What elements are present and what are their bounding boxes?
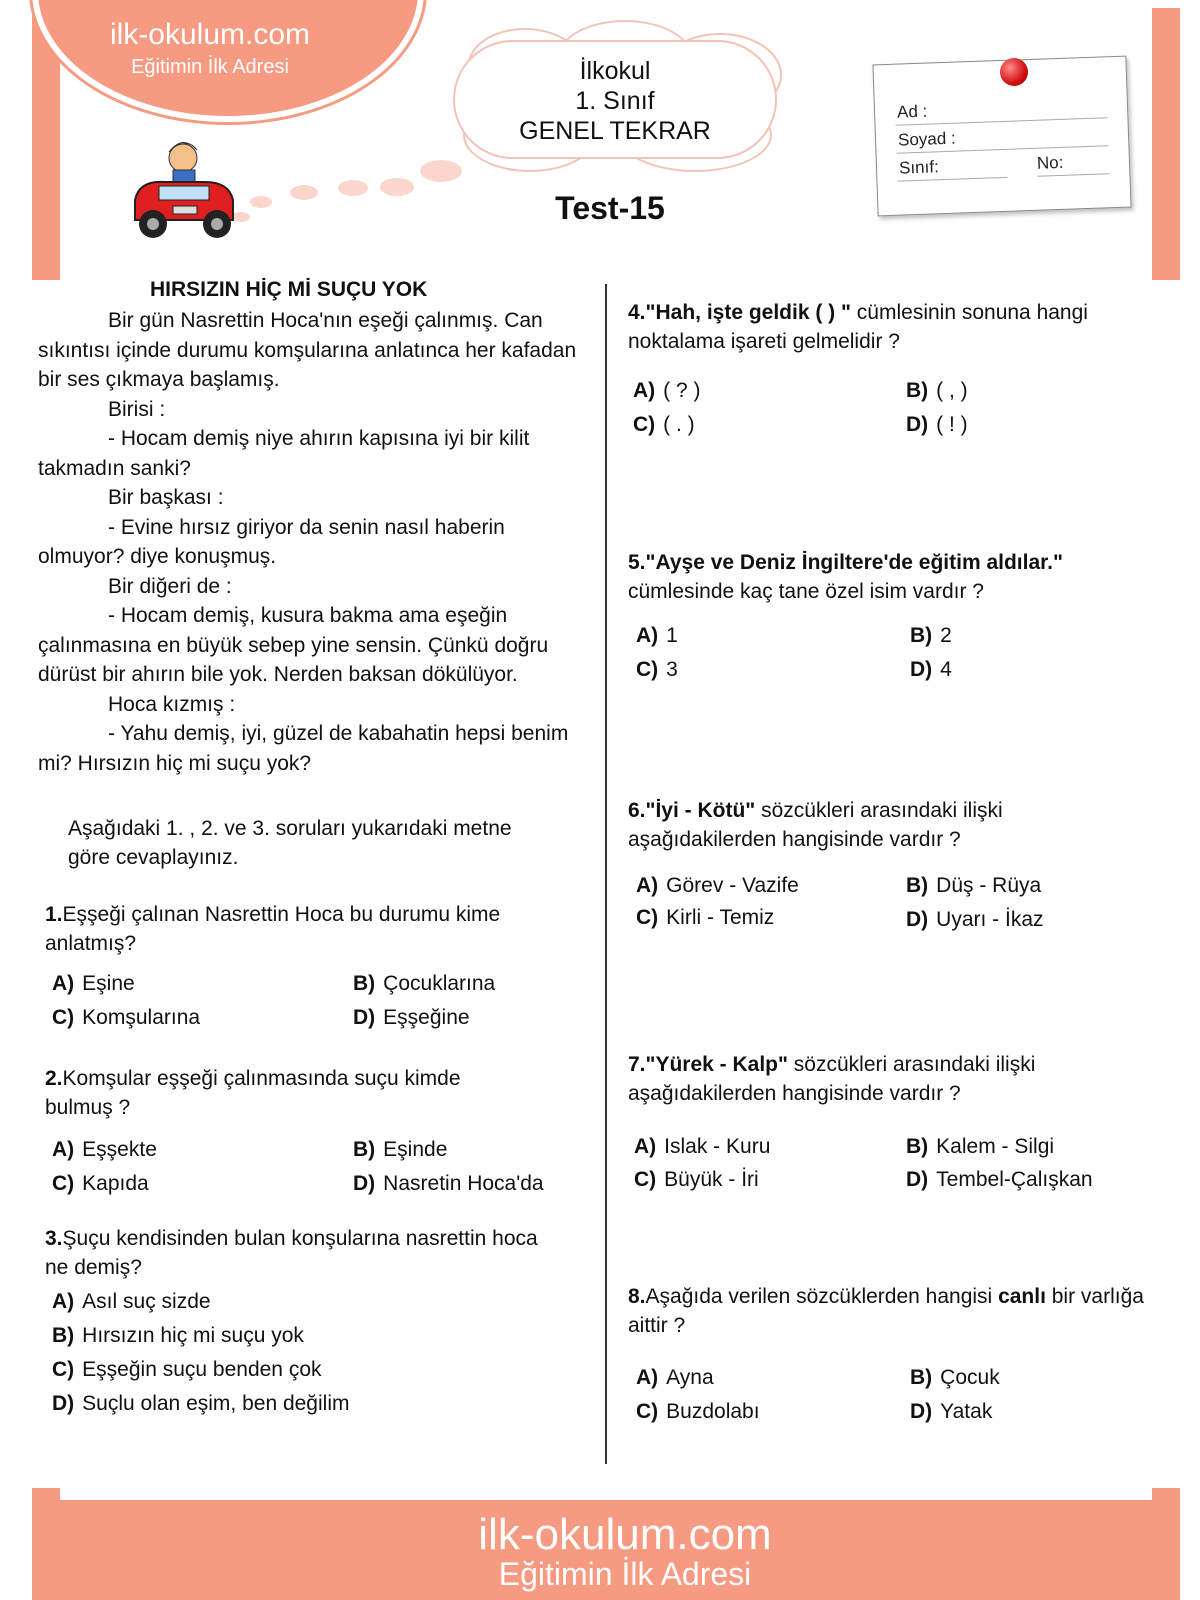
story-paragraph: - Hocam demiş, kusura bakma ama eşeğin çalınmasına en büyük sebep yine sensin. Çünkü doğru dürüst bir ahırın bile yok. Nerden baksan dökülüyor.	[38, 604, 549, 686]
class-label: Sınıf:	[898, 157, 940, 178]
name-label: Ad :	[896, 101, 928, 122]
cloud-dot	[290, 185, 318, 200]
option-d[interactable]: D) Eşşeğine	[353, 1006, 470, 1029]
option-c[interactable]: C) Komşularına	[52, 1006, 201, 1029]
question-text: Komşular eşşeği çalınmasında suçu kimde bulmuş ?	[45, 1067, 461, 1119]
question-number: 3.	[45, 1227, 63, 1250]
option-a[interactable]: A) ( ? )	[633, 379, 701, 402]
cloud-dot	[420, 160, 462, 182]
question-text: bir varlığa aittir ?	[628, 1285, 1144, 1337]
footer-edge	[60, 1488, 1152, 1500]
question-1	[45, 900, 585, 958]
option-b[interactable]: B) Çocuklarına	[353, 972, 496, 995]
story-paragraph: Bir gün Nasrettin Hoca'nın eşeği çalınmış. Can sıkıntısı içinde durumu komşularına anlatınca her kafadan bir ses çıkmaya başlamış.	[38, 309, 577, 391]
option-a[interactable]: A) Eşşekte	[52, 1138, 157, 1161]
option-c[interactable]: C) 3	[636, 658, 678, 681]
story-paragraph: Birisi :	[108, 397, 166, 421]
option-a[interactable]: A) Islak - Kuru	[634, 1135, 771, 1158]
question-number: 7.	[628, 1053, 646, 1076]
question-quote: "Hah, işte geldik ( ) "	[645, 301, 851, 324]
number-label: No:	[1036, 152, 1064, 173]
question-4	[628, 298, 1128, 356]
story-paragraph: - Hocam demiş niye ahırın kapısına iyi bir kilit takmadın sanki?	[38, 427, 530, 480]
option-c[interactable]: C) ( . )	[633, 413, 695, 436]
logo-tagline: Eğitimin İlk Adresi	[131, 56, 289, 78]
option-a[interactable]: A) Görev - Vazife	[636, 874, 799, 897]
story-title: HIRSIZIN HİÇ Mİ SUÇU YOK	[150, 278, 428, 301]
option-b[interactable]: B) Hırsızın hiç mi suçu yok	[52, 1324, 304, 1347]
question-quote: "İyi - Kötü"	[645, 799, 756, 822]
cloud-dot	[380, 178, 414, 196]
question-number: 8.	[628, 1285, 646, 1308]
option-b[interactable]: B) ( , )	[906, 379, 968, 402]
question-text: sözcükleri arasındaki ilişki aşağıdakilerden hangisinde vardır ?	[628, 799, 1003, 851]
option-a[interactable]: A) Eşine	[52, 972, 135, 995]
story-paragraph: Bir diğeri de :	[108, 574, 232, 598]
option-d[interactable]: D) Uyarı - İkaz	[906, 908, 1044, 931]
option-c[interactable]: C) Kapıda	[52, 1172, 149, 1195]
question-3	[45, 1224, 565, 1282]
option-c[interactable]: C) Büyük - İri	[634, 1168, 759, 1191]
question-number: 1.	[45, 903, 63, 926]
question-text: cümlesinin sonuna hangi noktalama işareti gelmelidir ?	[628, 301, 1088, 353]
logo-text[interactable]: ilk-okulum.com	[109, 18, 311, 51]
option-b[interactable]: B) Çocuk	[910, 1366, 1000, 1389]
test-title: Test-15	[555, 190, 665, 226]
question-5	[628, 548, 1158, 606]
question-8	[628, 1282, 1163, 1340]
question-text: cümlesinde kaç tane özel isim vardır ?	[628, 580, 984, 603]
story-paragraph: - Yahu demiş, iyi, güzel de kabahatin hepsi benim mi? Hırsızın hiç mi suçu yok?	[38, 722, 569, 775]
question-number: 2.	[45, 1067, 63, 1090]
number-line[interactable]	[1037, 173, 1109, 177]
cloud-dot	[338, 180, 368, 196]
question-text: Şuçu kendisinden bulan konşularına nasrettin hoca ne demiş?	[45, 1227, 538, 1279]
question-text-prefix: Aşağıda verilen sözcüklerden hangisi	[645, 1285, 999, 1308]
cloud-dot	[250, 196, 272, 208]
story-paragraph: Hoca kızmış :	[108, 692, 236, 716]
question-text: sözcükleri arasındaki ilişki aşağıdakilerden hangisinde vardır ?	[628, 1053, 1036, 1105]
option-d[interactable]: D) Tembel-Çalışkan	[906, 1168, 1093, 1191]
question-keyword: canlı	[998, 1285, 1046, 1308]
option-b[interactable]: B) Kalem - Silgi	[906, 1135, 1055, 1158]
grade-level: 1. Sınıf	[575, 87, 655, 115]
option-c[interactable]: C) Buzdolabı	[636, 1400, 760, 1423]
option-d[interactable]: D) Suçlu olan eşim, ben değilim	[52, 1392, 350, 1415]
question-2	[45, 1064, 515, 1122]
car-illustration-icon	[125, 130, 245, 250]
option-d[interactable]: D) Nasretin Hoca'da	[353, 1172, 544, 1195]
school-level: İlkokul	[579, 57, 651, 85]
cloud-heading	[455, 56, 775, 146]
question-number: 4.	[628, 301, 646, 324]
option-c[interactable]: C) Eşşeğin suçu benden çok	[52, 1358, 322, 1381]
surname-label: Soyad :	[897, 128, 957, 150]
option-a[interactable]: A) 1	[636, 624, 678, 647]
story-paragraph: - Evine hırsız giriyor da senin nasıl haberin olmuyor? diye konuşmuş.	[38, 515, 505, 568]
option-b[interactable]: B) Düş - Rüya	[906, 874, 1042, 897]
story-paragraph: Bir başkası :	[108, 486, 224, 509]
option-a[interactable]: A) Asıl suç sizde	[52, 1290, 211, 1313]
question-quote: "Yürek - Kalp"	[645, 1053, 788, 1076]
option-a[interactable]: A) Ayna	[636, 1366, 714, 1389]
option-b[interactable]: B) 2	[910, 624, 952, 647]
question-quote: "Ayşe ve Deniz İngiltere'de eğitim aldılar."	[645, 551, 1063, 574]
question-text: Eşşeği çalınan Nasrettin Hoca bu durumu kime anlatmış?	[45, 903, 501, 955]
instruction-text: Aşağıdaki 1. , 2. ve 3. soruları yukarıdaki metne göre cevaplayınız.	[68, 817, 512, 869]
question-number: 6.	[628, 799, 646, 822]
option-b[interactable]: B) Eşinde	[353, 1138, 448, 1161]
story-text	[38, 306, 578, 778]
question-7	[628, 1050, 1128, 1108]
subject-title: GENEL TEKRAR	[519, 117, 711, 145]
column-divider	[605, 284, 607, 1464]
footer-tagline: Eğitimin İlk Adresi	[498, 1556, 752, 1592]
pushpin-icon	[1000, 58, 1028, 86]
footer-logo-text[interactable]: ilk-okulum.com	[478, 1510, 772, 1559]
option-c[interactable]: C) Kirli - Temiz	[636, 906, 775, 929]
option-d[interactable]: D) 4	[910, 658, 952, 681]
question-number: 5.	[628, 551, 646, 574]
question-6	[628, 796, 1128, 854]
option-d[interactable]: D) Yatak	[910, 1400, 993, 1423]
option-d[interactable]: D) ( ! )	[906, 413, 968, 436]
